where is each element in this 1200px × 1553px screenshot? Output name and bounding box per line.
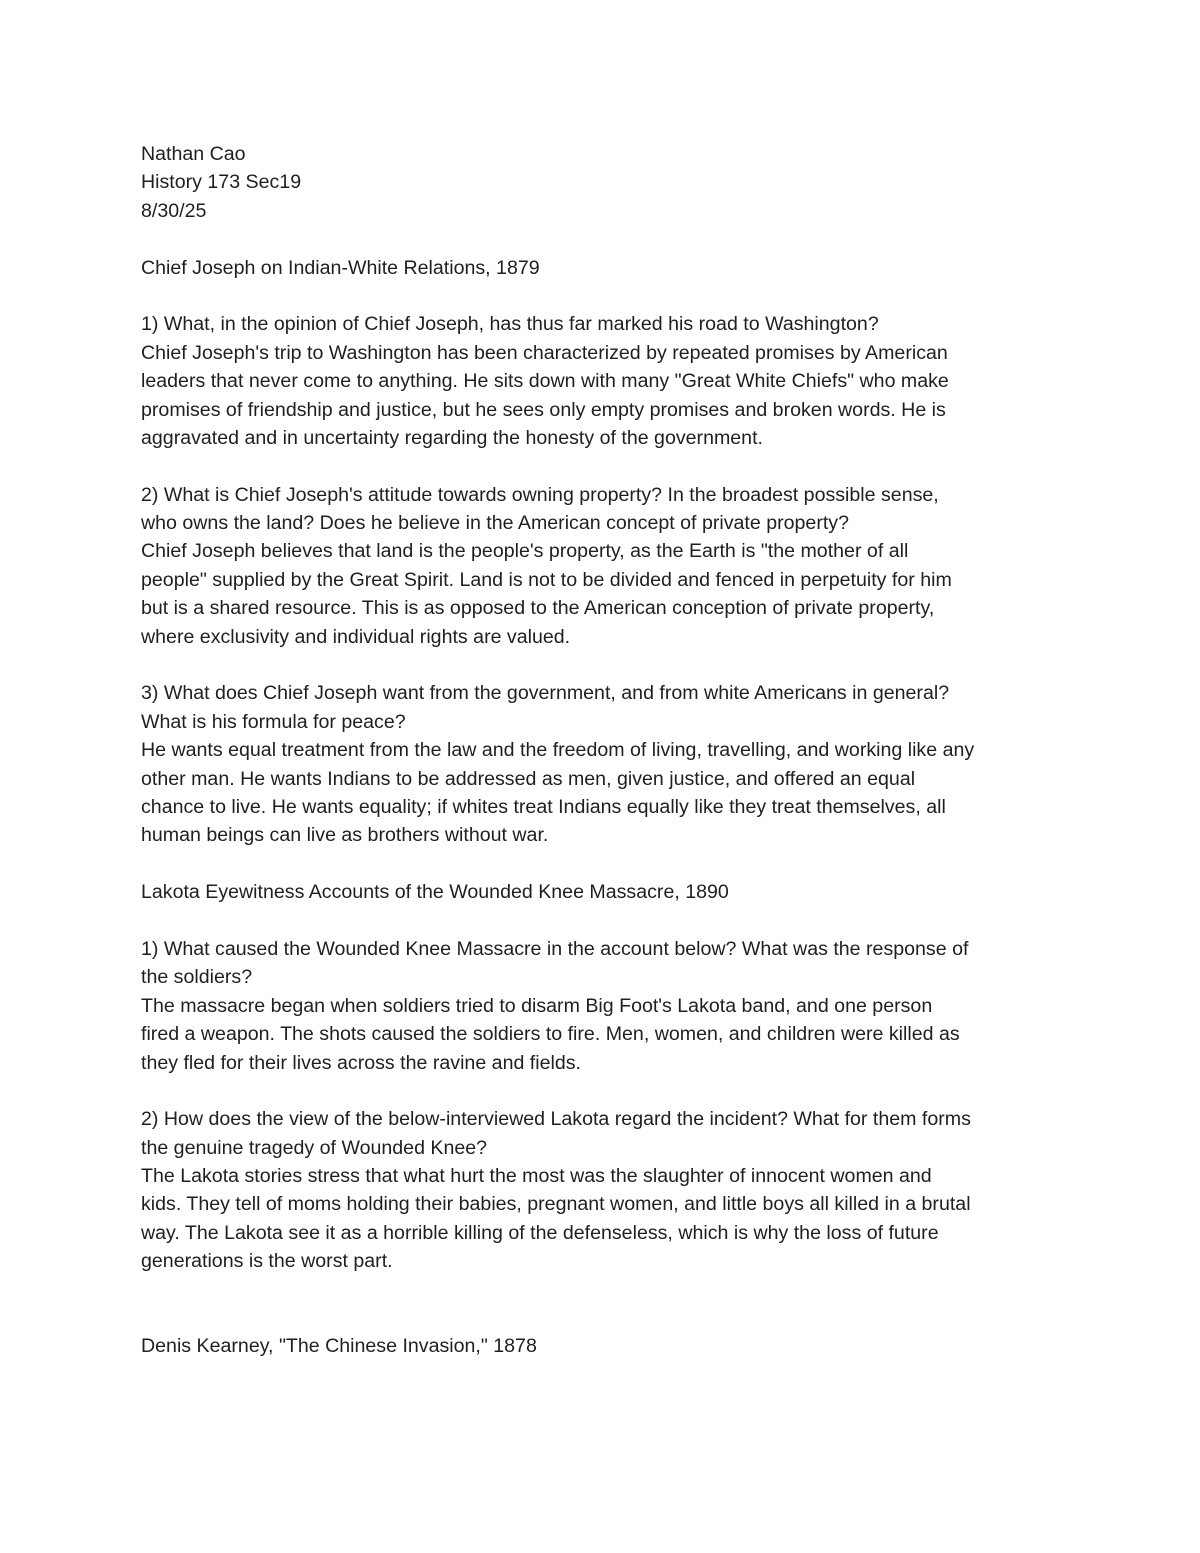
- question-block: [141, 481, 1071, 651]
- answer-line: The Lakota stories stress that what hurt the most was the slaughter of innocent women and: [141, 1165, 932, 1188]
- section-title: Chief Joseph on Indian-White Relations, 1879: [141, 256, 540, 279]
- author-name: Nathan Cao: [141, 143, 246, 165]
- document-date: 8/30/25: [141, 199, 207, 222]
- question-block: [141, 679, 1071, 849]
- question-text: 1) What caused the Wounded Knee Massacre in the account below? What was the response of: [141, 937, 969, 960]
- question-text: 3) What does Chief Joseph want from the government, and from white Americans in general?: [141, 682, 950, 705]
- answer-line: Chief Joseph's trip to Washington has been characterized by repeated promises by American: [141, 341, 948, 364]
- answer-line: other man. He wants Indians to be addressed as men, given justice, and offered an equal: [141, 767, 916, 790]
- answer-line: generations is the worst part.: [141, 1250, 393, 1273]
- section-chief-joseph: [141, 254, 1071, 850]
- question-text: What is his formula for peace?: [141, 710, 406, 733]
- answer-line: He wants equal treatment from the law and the freedom of living, travelling, and working like any: [141, 739, 975, 762]
- question-block: [141, 310, 1071, 452]
- section-kearney: [141, 1332, 1071, 1360]
- answer-line: chance to live. He wants equality; if whites treat Indians equally like they treat themselves, all: [141, 795, 946, 818]
- answer-line: they fled for their lives across the ravine and fields.: [141, 1051, 581, 1074]
- question-text: 2) How does the view of the below-interviewed Lakota regard the incident? What for them forms: [141, 1108, 971, 1131]
- spacer: [141, 907, 1071, 935]
- answer-line: promises of friendship and justice, but he sees only empty promises and broken words. He is: [141, 398, 946, 421]
- question-block: [141, 935, 1071, 1077]
- question-block: [141, 1105, 1071, 1275]
- spacer: [141, 1276, 1071, 1333]
- spacer: [141, 225, 1071, 253]
- spacer: [141, 1077, 1071, 1105]
- question-text: 2) What is Chief Joseph's attitude towards owning property? In the broadest possible sense,: [141, 483, 939, 506]
- answer-line: aggravated and in uncertainty regarding the honesty of the government.: [141, 426, 763, 449]
- answer-line: The massacre began when soldiers tried to disarm Big Foot's Lakota band, and one person: [141, 994, 933, 1017]
- document-body: [141, 140, 1071, 1361]
- spacer: [141, 452, 1071, 480]
- spacer: [141, 850, 1071, 878]
- answer-line: Chief Joseph believes that land is the people's property, as the Earth is "the mother of all: [141, 540, 909, 563]
- section-title: Lakota Eyewitness Accounts of the Wounded Knee Massacre, 1890: [141, 881, 729, 904]
- answer-line: leaders that never come to anything. He sits down with many "Great White Chiefs" who make: [141, 370, 949, 393]
- section-wounded-knee: [141, 878, 1071, 1275]
- answer-line: but is a shared resource. This is as opposed to the American conception of private property,: [141, 597, 935, 620]
- question-text: who owns the land? Does he believe in the American concept of private property?: [141, 512, 849, 535]
- section-title: Denis Kearney, "The Chinese Invasion," 1878: [141, 1335, 537, 1358]
- course-name: History 173 Sec19: [141, 171, 302, 194]
- spacer: [141, 651, 1071, 679]
- question-text: the soldiers?: [141, 966, 253, 989]
- answer-line: people" supplied by the Great Spirit. Land is not to be divided and fenced in perpetuity for him: [141, 568, 952, 591]
- answer-line: human beings can live as brothers without war.: [141, 824, 549, 847]
- answer-line: way. The Lakota see it as a horrible killing of the defenseless, which is why the loss of future: [141, 1221, 939, 1244]
- header-block: [141, 140, 1071, 225]
- answer-line: where exclusivity and individual rights are valued.: [141, 625, 571, 648]
- answer-line: kids. They tell of moms holding their babies, pregnant women, and little boys all killed in a brutal: [141, 1193, 971, 1216]
- question-text: 1) What, in the opinion of Chief Joseph, has thus far marked his road to Washington?: [141, 313, 879, 336]
- answer-line: fired a weapon. The shots caused the soldiers to fire. Men, women, and children were killed as: [141, 1023, 960, 1046]
- spacer: [141, 282, 1071, 310]
- question-text: the genuine tragedy of Wounded Knee?: [141, 1136, 488, 1159]
